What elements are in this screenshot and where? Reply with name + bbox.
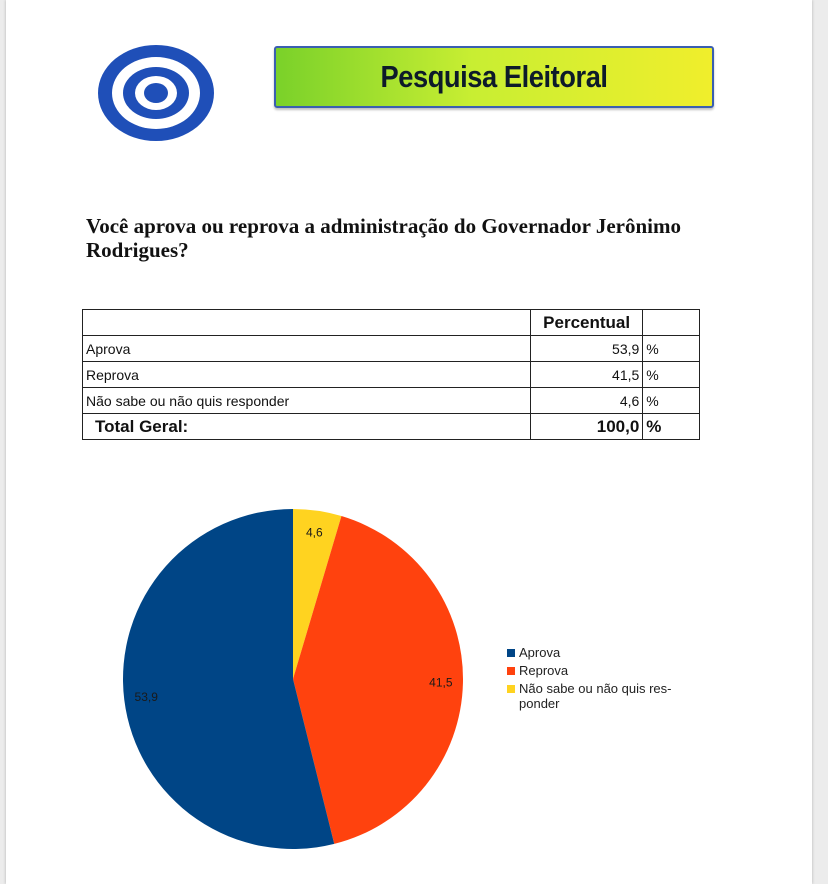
- legend-label: Reprova: [519, 663, 569, 678]
- data-label-reprova: 41,5: [429, 675, 453, 690]
- total-value: 100,0: [531, 414, 643, 440]
- table-header-percentual: Percentual: [531, 310, 643, 336]
- row-unit: %: [643, 362, 700, 388]
- target-logo-icon: [92, 40, 220, 146]
- table-header-row: [83, 310, 700, 336]
- row-value: 53,9: [531, 336, 643, 362]
- legend-label: Não sabe ou não quis res- ponder: [519, 681, 672, 711]
- total-label: Total Geral:: [83, 414, 531, 440]
- table-row: [83, 336, 700, 362]
- chart-legend: [507, 645, 697, 714]
- row-value: 4,6: [531, 388, 643, 414]
- legend-label: Aprova: [519, 645, 561, 660]
- row-unit: %: [643, 336, 700, 362]
- table-row: [83, 362, 700, 388]
- table-header-unit: [643, 310, 700, 336]
- table-total-row: [83, 414, 700, 440]
- table-row: [83, 388, 700, 414]
- page-title: Pesquisa Eleitoral: [380, 59, 608, 94]
- table-header-empty: [83, 310, 531, 336]
- legend-item-reprova: [507, 663, 697, 678]
- legend-item-nao-sabe: [507, 681, 697, 711]
- row-value: 41,5: [531, 362, 643, 388]
- row-label: Aprova: [83, 336, 531, 362]
- total-unit: %: [643, 414, 700, 440]
- legend-swatch-reprova: [507, 667, 515, 675]
- row-label: Reprova: [83, 362, 531, 388]
- row-label: Não sabe ou não quis responder: [83, 388, 531, 414]
- row-unit: %: [643, 388, 700, 414]
- legend-swatch-nao-sabe: [507, 685, 515, 693]
- data-label-aprova: 53,9: [134, 690, 158, 705]
- data-label-nao-sabe: 4,6: [305, 525, 323, 540]
- legend-item-aprova: [507, 645, 697, 660]
- legend-swatch-aprova: [507, 649, 515, 657]
- results-table: [82, 309, 700, 440]
- survey-question: Você aprova ou reprova a administração do Governador Jerônimo Rodrigues?: [86, 214, 681, 262]
- title-banner: [274, 46, 714, 108]
